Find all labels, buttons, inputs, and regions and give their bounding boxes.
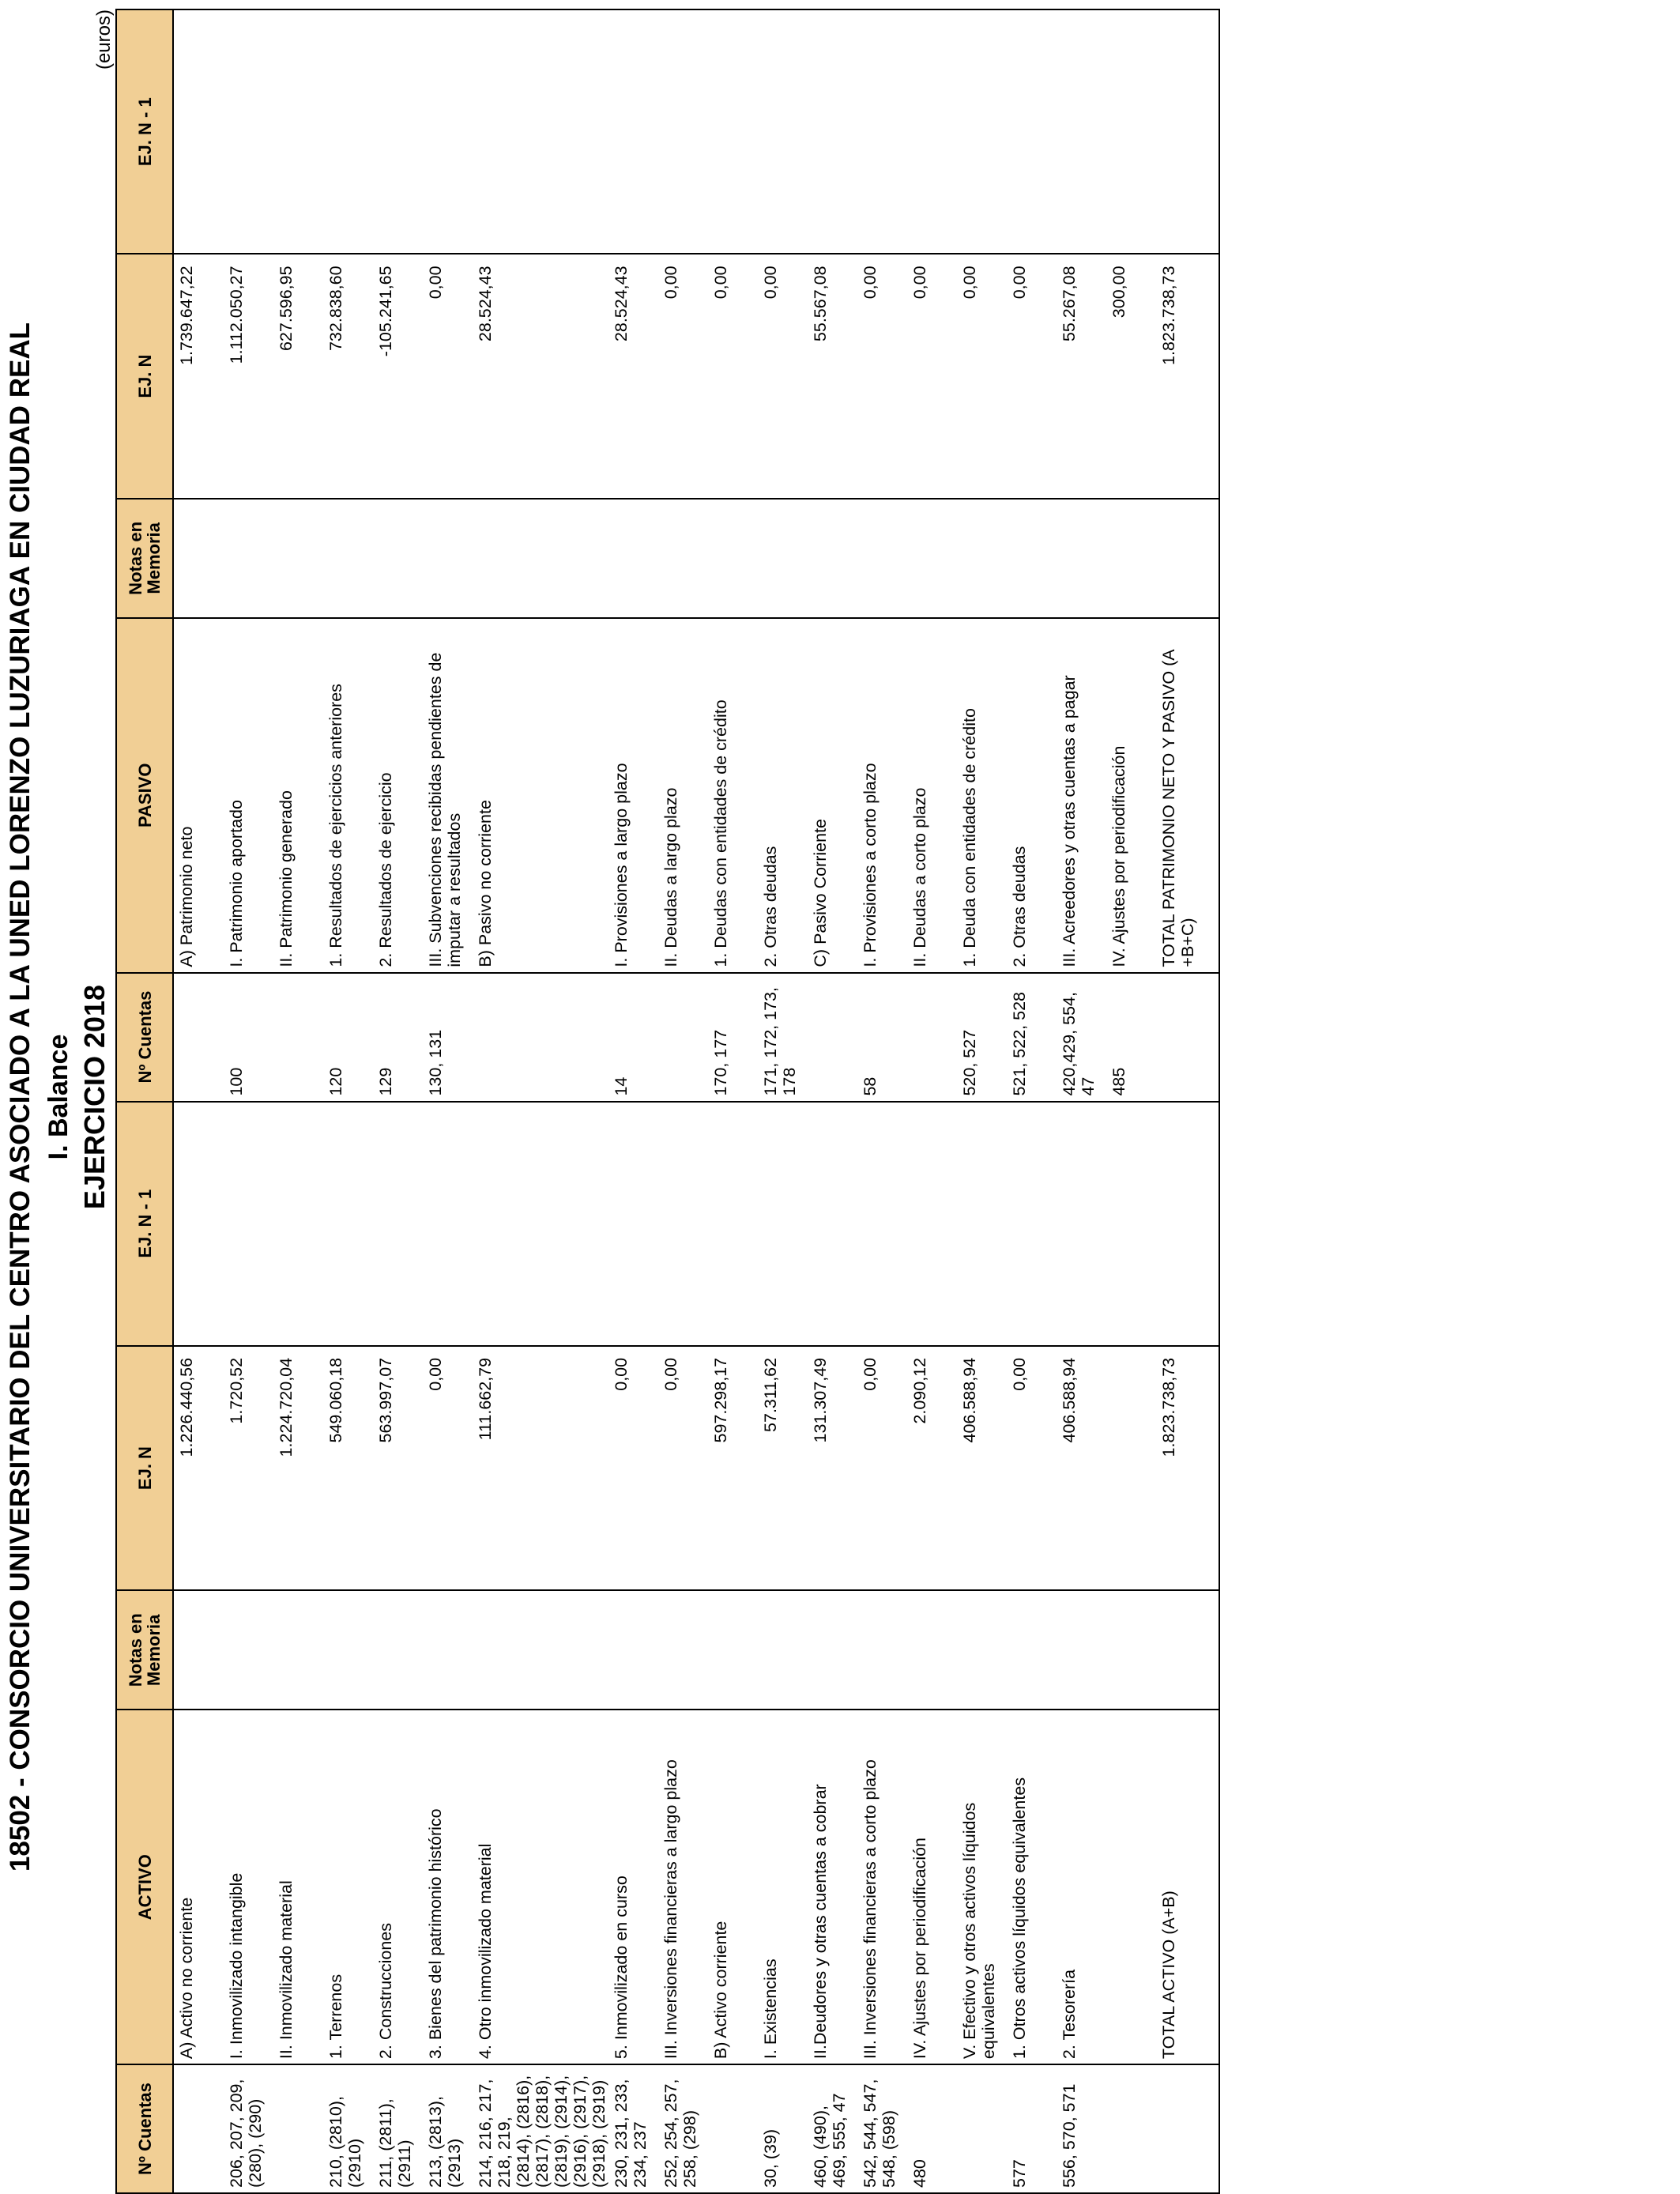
document-subtitle: I. Balance xyxy=(43,1034,73,1160)
pasivo-ej-n-cell: 0,00 xyxy=(708,254,758,498)
pasivo-concepto-cell: 1. Deudas con entidades de crédito xyxy=(708,618,758,973)
activo-concepto-cell: 3. Bienes del patrimonio histórico xyxy=(423,1710,473,2064)
table-row xyxy=(857,9,907,2193)
pasivo-cuentas-cell: 14 xyxy=(608,973,658,1102)
pasivo-cuentas-cell xyxy=(173,973,224,1102)
pasivo-cuentas-cell xyxy=(907,973,957,1102)
pasivo-ej-n1-cell xyxy=(473,9,608,254)
activo-ej-n-cell: 549.060,18 xyxy=(323,1346,373,1590)
pasivo-ej-n1-cell xyxy=(808,9,857,254)
pasivo-notas-cell xyxy=(957,499,1007,618)
table-row xyxy=(1106,9,1156,2193)
header-pasivo-ej-n: EJ. N xyxy=(116,254,173,498)
activo-ej-n-cell: 111.662,79 xyxy=(473,1346,608,1590)
activo-ej-n-cell: 1.224.720,04 xyxy=(273,1346,323,1590)
header-activo-ej-n: EJ. N xyxy=(116,1346,173,1590)
pasivo-ej-n-cell: 55.267,08 xyxy=(1057,254,1106,498)
pasivo-ej-n1-cell xyxy=(1156,9,1219,254)
activo-ej-n1-cell xyxy=(373,1102,423,1346)
activo-cuentas-cell: 252, 254, 257, 258, (298) xyxy=(658,2064,708,2193)
pasivo-ej-n1-cell xyxy=(373,9,423,254)
pasivo-ej-n-cell: 1.823.738,73 xyxy=(1156,254,1219,498)
table-row xyxy=(608,9,658,2193)
pasivo-notas-cell xyxy=(1007,499,1057,618)
activo-ej-n1-cell xyxy=(224,1102,273,1346)
pasivo-ej-n1-cell xyxy=(1057,9,1106,254)
activo-ej-n-cell: 0,00 xyxy=(857,1346,907,1590)
pasivo-notas-cell xyxy=(1106,499,1156,618)
activo-notas-cell xyxy=(708,1590,758,1710)
activo-cuentas-cell: 480 xyxy=(907,2064,957,2193)
activo-ej-n-cell: 1.720,52 xyxy=(224,1346,273,1590)
header-activo-notas: Notas en Memoria xyxy=(116,1590,173,1710)
activo-ej-n1-cell xyxy=(1057,1102,1106,1346)
pasivo-ej-n1-cell xyxy=(957,9,1007,254)
activo-ej-n-cell: 57.311,62 xyxy=(758,1346,808,1590)
pasivo-cuentas-cell: 58 xyxy=(857,973,907,1102)
activo-ej-n1-cell xyxy=(708,1102,758,1346)
activo-cuentas-cell: 30, (39) xyxy=(758,2064,808,2193)
pasivo-cuentas-cell xyxy=(808,973,857,1102)
header-pasivo-cuentas: Nº Cuentas xyxy=(116,973,173,1102)
pasivo-ej-n1-cell xyxy=(423,9,473,254)
activo-ej-n-cell: 0,00 xyxy=(608,1346,658,1590)
activo-ej-n1-cell xyxy=(1106,1102,1156,1346)
activo-notas-cell xyxy=(373,1590,423,1710)
activo-notas-cell xyxy=(473,1590,608,1710)
table-row xyxy=(808,9,857,2193)
table-row xyxy=(373,9,423,2193)
activo-notas-cell xyxy=(608,1590,658,1710)
pasivo-concepto-cell: I. Patrimonio aportado xyxy=(224,618,273,973)
table-row xyxy=(224,9,273,2193)
activo-cuentas-cell: 214, 216, 217, 218, 219, (2814), (2816), (2817), (2818), (2819), (2914), (2916), (2917), (2918), (2919) xyxy=(473,2064,608,2193)
table-row xyxy=(658,9,708,2193)
pasivo-concepto-cell: II. Deudas a largo plazo xyxy=(658,618,708,973)
pasivo-ej-n-cell: 627.596,95 xyxy=(273,254,323,498)
activo-cuentas-cell: 211, (2811), (2911) xyxy=(373,2064,423,2193)
activo-notas-cell xyxy=(658,1590,708,1710)
pasivo-notas-cell xyxy=(173,499,224,618)
activo-concepto-cell xyxy=(1106,1710,1156,2064)
activo-ej-n1-cell xyxy=(1156,1102,1219,1346)
activo-notas-cell xyxy=(273,1590,323,1710)
activo-notas-cell xyxy=(907,1590,957,1710)
activo-concepto-cell: I. Existencias xyxy=(758,1710,808,2064)
pasivo-cuentas-cell xyxy=(1156,973,1219,1102)
activo-ej-n1-cell xyxy=(608,1102,658,1346)
pasivo-notas-cell xyxy=(907,499,957,618)
pasivo-ej-n1-cell xyxy=(273,9,323,254)
activo-ej-n1-cell xyxy=(808,1102,857,1346)
activo-concepto-cell: 2. Construcciones xyxy=(373,1710,423,2064)
activo-concepto-cell: 1. Otros activos líquidos equivalentes xyxy=(1007,1710,1057,2064)
activo-concepto-cell: 1. Terrenos xyxy=(323,1710,373,2064)
activo-ej-n1-cell xyxy=(758,1102,808,1346)
pasivo-ej-n-cell: 28.524,43 xyxy=(608,254,658,498)
pasivo-concepto-cell: II. Patrimonio generado xyxy=(273,618,323,973)
pasivo-cuentas-cell: 521, 522, 528 xyxy=(1007,973,1057,1102)
activo-notas-cell xyxy=(957,1590,1007,1710)
pasivo-ej-n-cell: 732.838,60 xyxy=(323,254,373,498)
pasivo-cuentas-cell: 171, 172, 173, 178 xyxy=(758,973,808,1102)
activo-concepto-cell: 5. Inmovilizado en curso xyxy=(608,1710,658,2064)
activo-cuentas-cell: 210, (2810), (2910) xyxy=(323,2064,373,2193)
header-pasivo: PASIVO xyxy=(116,618,173,973)
activo-notas-cell xyxy=(173,1590,224,1710)
pasivo-cuentas-cell: 120 xyxy=(323,973,373,1102)
pasivo-ej-n1-cell xyxy=(658,9,708,254)
activo-notas-cell xyxy=(1156,1590,1219,1710)
activo-ej-n-cell: 1.226.440,56 xyxy=(173,1346,224,1590)
pasivo-concepto-cell: A) Patrimonio neto xyxy=(173,618,224,973)
activo-cuentas-cell xyxy=(273,2064,323,2193)
activo-cuentas-cell xyxy=(708,2064,758,2193)
table-row xyxy=(323,9,373,2193)
pasivo-ej-n1-cell xyxy=(323,9,373,254)
pasivo-ej-n1-cell xyxy=(907,9,957,254)
pasivo-concepto-cell: 2. Otras deudas xyxy=(1007,618,1057,973)
activo-ej-n1-cell xyxy=(857,1102,907,1346)
activo-concepto-cell: 4. Otro inmovilizado material xyxy=(473,1710,608,2064)
activo-notas-cell xyxy=(758,1590,808,1710)
activo-ej-n-cell: 2.090,12 xyxy=(907,1346,957,1590)
activo-cuentas-cell: 230, 231, 233, 234, 237 xyxy=(608,2064,658,2193)
activo-notas-cell xyxy=(224,1590,273,1710)
pasivo-concepto-cell: IV. Ajustes por periodificación xyxy=(1106,618,1156,973)
table-row xyxy=(1156,9,1219,2193)
pasivo-cuentas-cell: 420,429, 554, 47 xyxy=(1057,973,1106,1102)
activo-ej-n1-cell xyxy=(173,1102,224,1346)
pasivo-concepto-cell: C) Pasivo Corriente xyxy=(808,618,857,973)
pasivo-notas-cell xyxy=(323,499,373,618)
header-activo-cuentas: Nº Cuentas xyxy=(116,2064,173,2193)
activo-ej-n-cell: 406.588,94 xyxy=(957,1346,1007,1590)
pasivo-ej-n-cell: 55.567,08 xyxy=(808,254,857,498)
activo-concepto-cell: A) Activo no corriente xyxy=(173,1710,224,2064)
activo-ej-n-cell: 0,00 xyxy=(658,1346,708,1590)
activo-notas-cell xyxy=(1007,1590,1057,1710)
header-activo: ACTIVO xyxy=(116,1710,173,2064)
pasivo-cuentas-cell xyxy=(473,973,608,1102)
activo-cuentas-cell: 206, 207, 209, (280), (290) xyxy=(224,2064,273,2193)
pasivo-cuentas-cell: 170, 177 xyxy=(708,973,758,1102)
table-header-row xyxy=(116,9,173,2193)
pasivo-notas-cell xyxy=(1057,499,1106,618)
pasivo-notas-cell xyxy=(273,499,323,618)
activo-notas-cell xyxy=(808,1590,857,1710)
activo-concepto-cell: III. Inversiones financieras a largo plazo xyxy=(658,1710,708,2064)
activo-ej-n1-cell xyxy=(423,1102,473,1346)
pasivo-ej-n-cell: 0,00 xyxy=(957,254,1007,498)
activo-notas-cell xyxy=(423,1590,473,1710)
pasivo-ej-n1-cell xyxy=(758,9,808,254)
exercise-label: EJERCICIO 2018 xyxy=(78,984,111,1210)
pasivo-cuentas-cell: 485 xyxy=(1106,973,1156,1102)
activo-ej-n-cell: 597.298,17 xyxy=(708,1346,758,1590)
pasivo-concepto-cell: 2. Otras deudas xyxy=(758,618,808,973)
activo-cuentas-cell xyxy=(957,2064,1007,2193)
pasivo-cuentas-cell: 130, 131 xyxy=(423,973,473,1102)
table-row xyxy=(423,9,473,2193)
activo-concepto-cell: TOTAL ACTIVO (A+B) xyxy=(1156,1710,1219,2064)
pasivo-ej-n1-cell xyxy=(857,9,907,254)
pasivo-cuentas-cell xyxy=(658,973,708,1102)
activo-ej-n-cell: 131.307,49 xyxy=(808,1346,857,1590)
pasivo-notas-cell xyxy=(224,499,273,618)
pasivo-ej-n1-cell xyxy=(173,9,224,254)
pasivo-concepto-cell: TOTAL PATRIMONIO NETO Y PASIVO (A +B+C) xyxy=(1156,618,1219,973)
table-row xyxy=(758,9,808,2193)
pasivo-ej-n1-cell xyxy=(608,9,658,254)
balance-table xyxy=(115,9,1680,2194)
activo-concepto-cell: V. Efectivo y otros activos líquidos equivalentes xyxy=(957,1710,1007,2064)
activo-ej-n-cell: 406.588,94 xyxy=(1057,1346,1106,1590)
activo-concepto-cell: I. Inmovilizado intangible xyxy=(224,1710,273,2064)
pasivo-notas-cell xyxy=(423,499,473,618)
table-row xyxy=(273,9,323,2193)
pasivo-ej-n-cell: 300,00 xyxy=(1106,254,1156,498)
activo-ej-n1-cell xyxy=(1007,1102,1057,1346)
pasivo-notas-cell xyxy=(1156,499,1219,618)
activo-ej-n1-cell xyxy=(658,1102,708,1346)
pasivo-ej-n-cell: 0,00 xyxy=(1007,254,1057,498)
pasivo-cuentas-cell: 100 xyxy=(224,973,273,1102)
pasivo-cuentas-cell: 520, 527 xyxy=(957,973,1007,1102)
pasivo-notas-cell xyxy=(808,499,857,618)
activo-cuentas-cell: 213, (2813), (2913) xyxy=(423,2064,473,2193)
pasivo-ej-n1-cell xyxy=(1007,9,1057,254)
table-row xyxy=(957,9,1007,2193)
activo-ej-n-cell: 563.997,07 xyxy=(373,1346,423,1590)
activo-concepto-cell: B) Activo corriente xyxy=(708,1710,758,2064)
table-row xyxy=(1057,9,1106,2193)
pasivo-ej-n-cell: 0,00 xyxy=(857,254,907,498)
pasivo-notas-cell xyxy=(373,499,423,618)
activo-ej-n1-cell xyxy=(957,1102,1007,1346)
pasivo-cuentas-cell: 129 xyxy=(373,973,423,1102)
pasivo-ej-n1-cell xyxy=(708,9,758,254)
activo-notas-cell xyxy=(1057,1590,1106,1710)
pasivo-concepto-cell: 1. Resultados de ejercicios anteriores xyxy=(323,618,373,973)
activo-notas-cell xyxy=(1106,1590,1156,1710)
activo-concepto-cell: III. Inversiones financieras a corto plazo xyxy=(857,1710,907,2064)
pasivo-concepto-cell: 1. Deuda con entidades de crédito xyxy=(957,618,1007,973)
activo-ej-n-cell: 0,00 xyxy=(1007,1346,1057,1590)
pasivo-ej-n-cell: 0,00 xyxy=(907,254,957,498)
activo-cuentas-cell xyxy=(1106,2064,1156,2193)
pasivo-ej-n-cell: 1.112.050,27 xyxy=(224,254,273,498)
pasivo-concepto-cell: III. Subvenciones recibidas pendientes de imputar a resultados xyxy=(423,618,473,973)
activo-ej-n-cell xyxy=(1106,1346,1156,1590)
activo-ej-n1-cell xyxy=(473,1102,608,1346)
pasivo-ej-n-cell: 0,00 xyxy=(658,254,708,498)
table-row xyxy=(1007,9,1057,2193)
activo-ej-n1-cell xyxy=(323,1102,373,1346)
activo-ej-n-cell: 0,00 xyxy=(423,1346,473,1590)
activo-cuentas-cell xyxy=(173,2064,224,2193)
activo-cuentas-cell: 556, 570, 571 xyxy=(1057,2064,1106,2193)
pasivo-notas-cell xyxy=(758,499,808,618)
pasivo-notas-cell xyxy=(473,499,608,618)
pasivo-concepto-cell: B) Pasivo no corriente xyxy=(473,618,608,973)
pasivo-concepto-cell: 2. Resultados de ejercicio xyxy=(373,618,423,973)
pasivo-ej-n-cell: 28.524,43 xyxy=(473,254,608,498)
activo-concepto-cell: 2. Tesorería xyxy=(1057,1710,1106,2064)
activo-ej-n-cell: 1.823.738,73 xyxy=(1156,1346,1219,1590)
document-title: 18502 - CONSORCIO UNIVERSITARIO DEL CENTRO ASOCIADO A LA UNED LORENZO LUZURIAGA EN CIUDAD REAL xyxy=(5,322,36,1872)
activo-concepto-cell: IV. Ajustes por periodificación xyxy=(907,1710,957,2064)
activo-notas-cell xyxy=(857,1590,907,1710)
units-label: (euros) xyxy=(93,9,115,70)
table-row xyxy=(473,9,608,2193)
pasivo-notas-cell xyxy=(857,499,907,618)
pasivo-notas-cell xyxy=(608,499,658,618)
activo-notas-cell xyxy=(323,1590,373,1710)
pasivo-ej-n-cell: 0,00 xyxy=(758,254,808,498)
pasivo-notas-cell xyxy=(708,499,758,618)
pasivo-ej-n-cell: -105.241,65 xyxy=(373,254,423,498)
pasivo-cuentas-cell xyxy=(273,973,323,1102)
activo-ej-n1-cell xyxy=(273,1102,323,1346)
table-row xyxy=(173,9,224,2193)
pasivo-concepto-cell: II. Deudas a corto plazo xyxy=(907,618,957,973)
activo-cuentas-cell xyxy=(1156,2064,1219,2193)
activo-concepto-cell: II.Deudores y otras cuentas a cobrar xyxy=(808,1710,857,2064)
pasivo-ej-n-cell: 1.739.647,22 xyxy=(173,254,224,498)
pasivo-ej-n1-cell xyxy=(224,9,273,254)
table-row xyxy=(907,9,957,2193)
activo-cuentas-cell: 542, 544, 547, 548, (598) xyxy=(857,2064,907,2193)
activo-cuentas-cell: 577 xyxy=(1007,2064,1057,2193)
header-activo-ej-n1: EJ. N - 1 xyxy=(116,1102,173,1346)
table-row xyxy=(708,9,758,2193)
pasivo-concepto-cell: I. Provisiones a corto plazo xyxy=(857,618,907,973)
activo-cuentas-cell: 460, (490), 469, 555, 47 xyxy=(808,2064,857,2193)
pasivo-notas-cell xyxy=(658,499,708,618)
activo-ej-n1-cell xyxy=(907,1102,957,1346)
activo-concepto-cell: II. Inmovilizado material xyxy=(273,1710,323,2064)
pasivo-concepto-cell: I. Provisiones a largo plazo xyxy=(608,618,658,973)
pasivo-ej-n-cell: 0,00 xyxy=(423,254,473,498)
pasivo-ej-n1-cell xyxy=(1106,9,1156,254)
header-pasivo-notas: Notas en Memoria xyxy=(116,499,173,618)
pasivo-concepto-cell: III. Acreedores y otras cuentas a pagar xyxy=(1057,618,1106,973)
header-pasivo-ej-n1: EJ. N - 1 xyxy=(116,9,173,254)
